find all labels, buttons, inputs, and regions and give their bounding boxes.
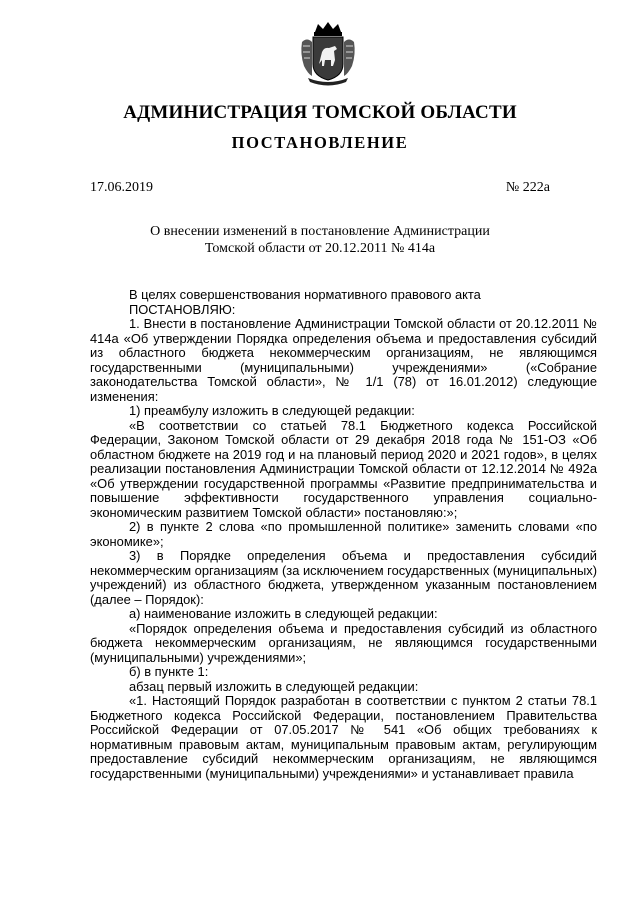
body-paragraph: абзац первый изложить в следующей редакции: xyxy=(129,678,419,694)
organization-title: АДМИНИСТРАЦИЯ ТОМСКОЙ ОБЛАСТИ xyxy=(123,102,517,123)
body-paragraph: В целях совершенствования нормативного правового акта xyxy=(129,287,481,302)
body-paragraph: «Порядок определения объема и предоставления субсидий из областного бюджета некоммерческим организациям, не являющимся государственными (муниципальными) учреждениями»; xyxy=(90,620,597,665)
body-paragraph: а) наименование изложить в следующей редакции: xyxy=(129,606,438,621)
document-date: 17.06.2019 xyxy=(90,180,153,195)
body-paragraph: «В соответствии со статьей 78.1 Бюджетного кодекса Российской Федерации, Законом Томской области от 29 декабря 2018 года № 151-ОЗ «Об областном бюджете на 2019 год и на плановый период 2020 и 2021 годов», в целях реализации постановления Администрации Томской области от 12.12.2014 № 492а «Об утверждении государственной программы «Развитие предпринимательства и повышение эффективности государственного управления социально-экономическим развитием Томской области» постановляю:»; xyxy=(90,417,597,520)
coat-of-arms-icon xyxy=(298,20,358,86)
body-paragraph: ПОСТАНОВЛЯЮ: xyxy=(129,301,236,317)
body-paragraph: 1. Внести в постановление Администрации Томской области от 20.12.2011 № 414а «Об утверждении Порядка определения объема и предоставления субсидий из областного бюджета некоммерческим организациям, не являющимся государственными (муниципальными) учреждениями» («Собрание законодательства Томской области», № 1/1 (78) от 16.01.2012) следующие изменения: xyxy=(90,316,597,404)
subject-line: Томской области от 20.12.2011 № 414а xyxy=(204,241,436,256)
document-type-title: ПОСТАНОВЛЕНИЕ xyxy=(231,133,409,152)
body-paragraph: 1) преамбулу изложить в следующей редакции: xyxy=(129,403,415,418)
body-paragraph: б) в пункте 1: xyxy=(129,664,209,679)
body-paragraph: «1. Настоящий Порядок разработан в соответствии с пунктом 2 статьи 78.1 Бюджетного кодекса Российской Федерации, постановлением Правительства Российской Федерации от 07.05.2017 № 541 «Об общих требованиях к нормативным правовым актам, муниципальным правовым актам, регулирующим предоставление субсидий некоммерческим организациям, не являющимся государственными (муниципальными) учреждениями» и устанавливает правила xyxy=(90,693,597,781)
body-paragraph: 3) в Порядке определения объема и предоставления субсидий некоммерческим организациям (за исключением государственных (муниципальных) учреждений) из областного бюджета, утвержденном указанным постановлением (далее – Порядок): xyxy=(90,548,597,607)
document-body xyxy=(90,288,597,781)
subject-line: О внесении изменений в постановление Администрации xyxy=(150,224,490,239)
document-subject xyxy=(90,223,550,257)
body-paragraph: 2) в пункте 2 слова «по промышленной политике» заменить словами «по экономике»; xyxy=(90,519,597,549)
document-number: № 222а xyxy=(505,180,550,195)
